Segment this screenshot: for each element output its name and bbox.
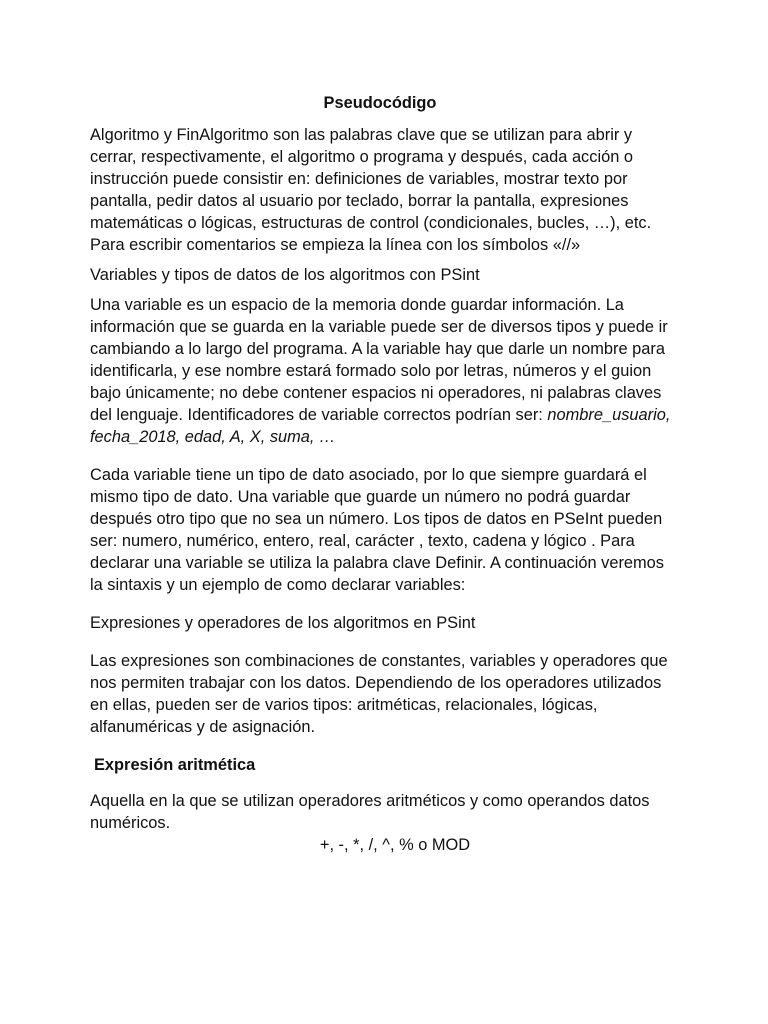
document-page	[90, 92, 680, 856]
paragraph-variables-text: Una variable es un espacio de la memoria donde guardar información. La información que se guarda en la variable puede ser de diversos tipos y puede ir cambiando a lo largo del programa. A la variable hay que darle un nombre para identificarla, y ese nombre estará formado solo por letras, números y el guion bajo únicamente; no debe contener espacios ni operadores, ni palabras claves del lenguaje. Identificadores de variable correctos podrían ser:	[90, 296, 668, 424]
operators-line: +, -, *, /, ^, % o MOD	[319, 836, 471, 854]
paragraph-data-types: Cada variable tiene un tipo de dato asociado, por lo que siempre guardará el mismo tipo de dato. Una variable que guarde un número no podrá guardar después otro tipo que no sea un número. Los tipos de datos en PSeInt pueden ser: numero, numérico, entero, real, carácter , texto, cadena y lógico . Para declarar una variable se utiliza la palabra clave Definir. A continuación veremos la sintaxis y un ejemplo de como declarar variables:	[90, 466, 664, 594]
paragraph-intro: Algoritmo y FinAlgoritmo son las palabras clave que se utilizan para abrir y cerrar, respectivamente, el algoritmo o programa y después, cada acción o instrucción puede consistir en: definiciones de variables, mostrar texto por pantalla, pedir datos al usuario por teclado, borrar la pantalla, expresiones matemáticas o lógicas, estructuras de control (condicionales, bucles, …), etc. Para escribir comentarios se empieza la línea con los símbolos «//»	[90, 126, 652, 254]
heading-arithmetic: Expresión aritmética	[94, 756, 256, 774]
variable-examples: nombre_usuario, fecha_2018, edad, A, X, suma, …	[90, 406, 671, 446]
paragraph-variables	[90, 294, 680, 448]
paragraph-arithmetic: Aquella en la que se utilizan operadores aritméticos y como operandos datos numéricos.	[90, 792, 650, 832]
paragraph-expressions: Las expresiones son combinaciones de constantes, variables y operadores que nos permiten trabajar con los datos. Dependiendo de los operadores utilizados en ellas, pueden ser de varios tipos: aritméticas, relacionales, lógicas, alfanuméricas y de asignación.	[90, 652, 668, 736]
heading-variables: Variables y tipos de datos de los algoritmos con PSint	[90, 266, 480, 284]
heading-expressions: Expresiones y operadores de los algoritmos en PSint	[90, 614, 476, 632]
document-title: Pseudocódigo	[323, 94, 437, 112]
